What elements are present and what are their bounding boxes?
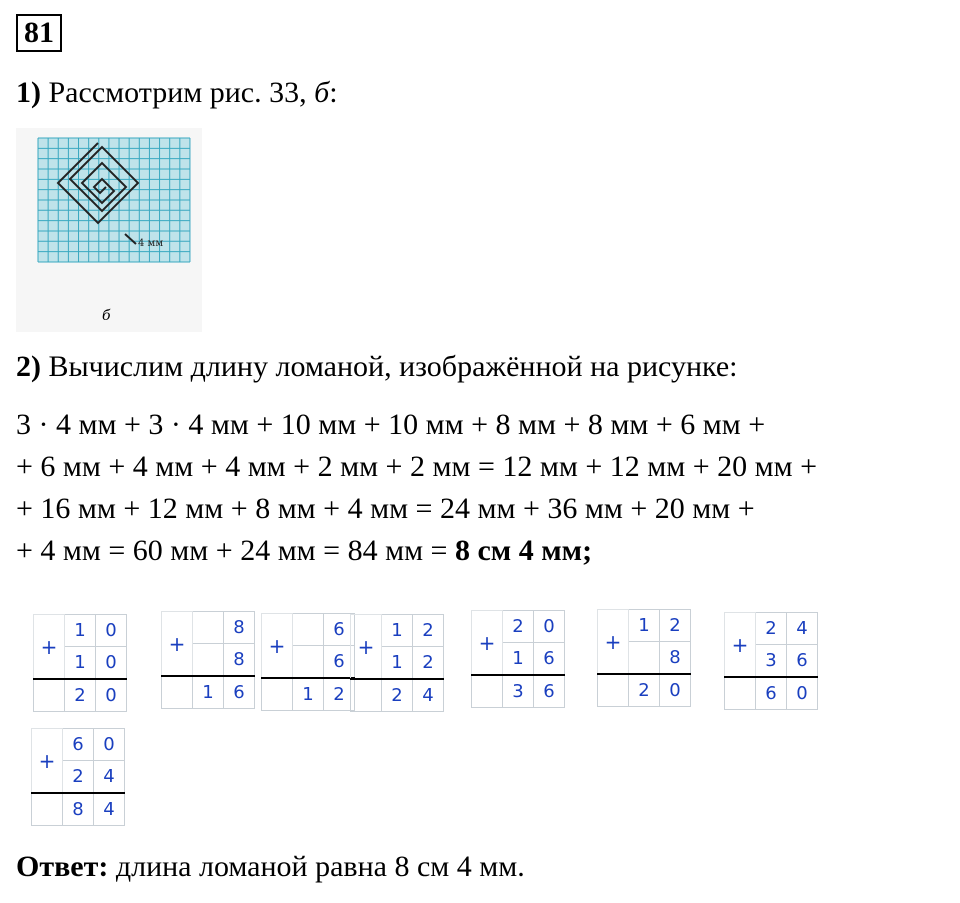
part1-number: 1) [16, 76, 41, 109]
part2-text: Вычислим длину ломаной, изображённой на рисунке: [48, 350, 738, 383]
digit-cell: 1 [65, 647, 96, 680]
digit-cell: 3 [756, 645, 787, 678]
empty-cell [34, 679, 65, 712]
calc-line-4-text: + 4 мм = 60 мм + 24 мм = 84 мм = [16, 534, 455, 567]
digit-cell [293, 614, 324, 646]
part1-line [16, 76, 338, 110]
digit-cell: 0 [534, 611, 565, 643]
digit-cell: 0 [94, 729, 125, 761]
digit-cell: 8 [660, 642, 691, 675]
empty-cell [472, 675, 503, 708]
digit-cell: 6 [63, 729, 94, 761]
digit-cell: 0 [660, 674, 691, 707]
digit-cell: 8 [63, 793, 94, 826]
digit-cell: 2 [660, 610, 691, 642]
column-addition-1 [33, 614, 127, 712]
digit-cell: 2 [629, 674, 660, 707]
digit-cell: 6 [324, 614, 355, 646]
empty-cell [262, 678, 293, 711]
digit-cell: 4 [413, 679, 444, 712]
problem-number: 81 [16, 14, 62, 52]
part1-text: Рассмотрим рис. 33, [48, 76, 315, 109]
digit-cell: 1 [293, 678, 324, 711]
column-addition-5 [471, 610, 565, 708]
scale-label: 4 мм [138, 238, 164, 249]
digit-cell: 6 [756, 677, 787, 710]
digit-cell: 2 [63, 761, 94, 794]
empty-cell [162, 676, 193, 709]
digit-cell: 2 [413, 615, 444, 647]
digit-cell: 3 [503, 675, 534, 708]
digit-cell: 1 [629, 610, 660, 642]
spiral-figure [16, 128, 202, 332]
digit-cell: 8 [224, 612, 255, 644]
plus-sign: + [162, 612, 193, 677]
digit-cell: 1 [382, 647, 413, 680]
calc-line-2: + 6 мм + 4 мм + 4 мм + 2 мм + 2 мм = 12 мм + 12 мм + 20 мм + [16, 450, 818, 483]
part2-line [16, 350, 737, 384]
column-addition-6 [597, 609, 691, 707]
digit-cell: 4 [94, 761, 125, 794]
plus-sign: + [472, 611, 503, 676]
digit-cell: 0 [96, 679, 127, 712]
part1-italic: б [314, 76, 330, 109]
calc-line-1: 3 · 4 мм + 3 · 4 мм + 10 мм + 10 мм + 8 мм + 8 мм + 6 мм + [16, 408, 766, 441]
digit-cell: 0 [96, 615, 127, 647]
empty-cell [725, 677, 756, 710]
digit-cell: 2 [65, 679, 96, 712]
digit-cell: 6 [534, 643, 565, 676]
column-addition-4 [350, 614, 444, 712]
digit-cell: 2 [413, 647, 444, 680]
digit-cell: 1 [193, 676, 224, 709]
calc-line-4 [16, 534, 592, 568]
digit-cell: 2 [756, 613, 787, 645]
digit-cell: 2 [324, 678, 355, 711]
plus-sign: + [351, 615, 382, 680]
digit-cell: 6 [324, 646, 355, 679]
empty-cell [32, 793, 63, 826]
spiral-grid-drawing [16, 128, 202, 332]
figure-caption: б [102, 308, 111, 324]
digit-cell: 0 [96, 647, 127, 680]
answer-text: длина ломаной равна 8 см 4 мм. [108, 850, 525, 883]
calc-line-3: + 16 мм + 12 мм + 8 мм + 4 мм = 24 мм + 36 мм + 20 мм + [16, 492, 755, 525]
part2-number: 2) [16, 350, 41, 383]
digit-cell [193, 612, 224, 644]
digit-cell: 2 [503, 611, 534, 643]
plus-sign: + [32, 729, 63, 794]
answer-line [16, 850, 525, 884]
part1-end: : [329, 76, 338, 109]
digit-cell: 1 [382, 615, 413, 647]
plus-sign: + [262, 614, 293, 679]
column-addition-2 [161, 611, 255, 709]
column-addition-7 [724, 612, 818, 710]
digit-cell: 4 [787, 613, 818, 645]
digit-cell [193, 644, 224, 677]
digit-cell: 6 [224, 676, 255, 709]
plus-sign: + [598, 610, 629, 675]
digit-cell [293, 646, 324, 679]
plus-sign: + [725, 613, 756, 678]
column-addition-8 [31, 728, 125, 826]
digit-cell: 1 [503, 643, 534, 676]
digit-cell: 6 [534, 675, 565, 708]
digit-cell: 6 [787, 645, 818, 678]
digit-cell: 4 [94, 793, 125, 826]
digit-cell: 1 [65, 615, 96, 647]
digit-cell: 2 [382, 679, 413, 712]
empty-cell [598, 674, 629, 707]
column-addition-3 [261, 613, 355, 711]
digit-cell [629, 642, 660, 675]
empty-cell [351, 679, 382, 712]
digit-cell: 8 [224, 644, 255, 677]
answer-label: Ответ: [16, 850, 109, 883]
digit-cell: 0 [787, 677, 818, 710]
calc-result: 8 см 4 мм; [454, 534, 593, 567]
plus-sign: + [34, 615, 65, 680]
